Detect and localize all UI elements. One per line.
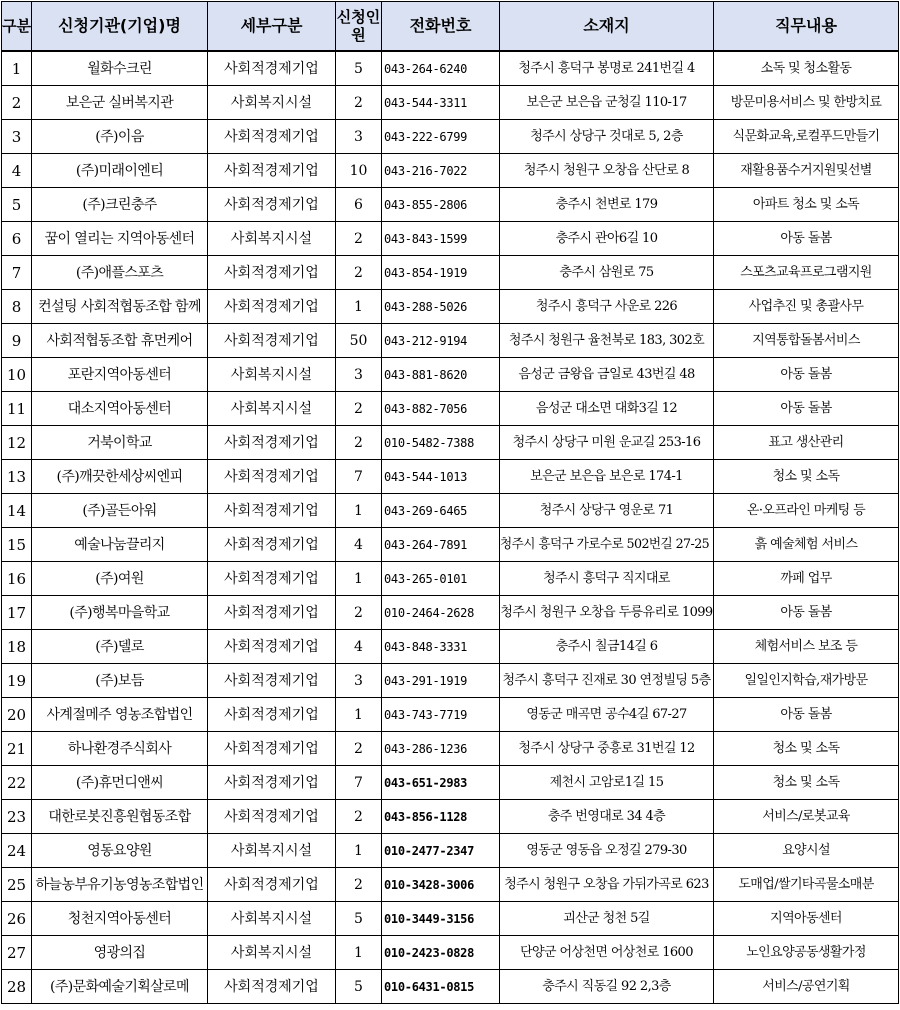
cell-phone: 010-5482-7388	[382, 426, 500, 460]
cell-org: 영동요양원	[32, 834, 208, 868]
cell-type: 사회적경제기업	[208, 868, 336, 902]
cell-addr: 청주시 청원구 오창읍 가뒤가곡로 623	[500, 868, 714, 902]
cell-no: 3	[2, 120, 32, 154]
cell-no: 13	[2, 460, 32, 494]
table-row	[2, 970, 899, 1004]
cell-no: 7	[2, 256, 32, 290]
cell-job: 도매업/쌀기타곡물소매분	[714, 868, 899, 902]
cell-type: 사회적경제기업	[208, 494, 336, 528]
table-row	[2, 800, 899, 834]
cell-type: 사회적경제기업	[208, 51, 336, 86]
cell-type: 사회적경제기업	[208, 732, 336, 766]
cell-addr: 청주시 흥덕구 진재로 30 연정빌딩 5층	[500, 664, 714, 698]
table-row	[2, 630, 899, 664]
cell-org: 사계절메주 영농조합법인	[32, 698, 208, 732]
table-row	[2, 154, 899, 188]
cell-org: 예술나눔끌리지	[32, 528, 208, 562]
cell-job: 지역통합돌봄서비스	[714, 324, 899, 358]
cell-type: 사회적경제기업	[208, 188, 336, 222]
table-row	[2, 86, 899, 120]
cell-no: 20	[2, 698, 32, 732]
cell-addr: 괴산군 청천 5길	[500, 902, 714, 936]
cell-count: 7	[336, 460, 382, 494]
cell-job: 일일인지학습,재가방문	[714, 664, 899, 698]
cell-type: 사회적경제기업	[208, 120, 336, 154]
cell-addr: 보은군 보은읍 군청길 110-17	[500, 86, 714, 120]
cell-org: (주)보듬	[32, 664, 208, 698]
cell-phone: 043-291-1919	[382, 664, 500, 698]
cell-job: 아파트 청소 및 소독	[714, 188, 899, 222]
cell-addr: 청주시 상당구 영운로 71	[500, 494, 714, 528]
cell-job: 표고 생산관리	[714, 426, 899, 460]
cell-no: 26	[2, 902, 32, 936]
cell-org: 보은군 실버복지관	[32, 86, 208, 120]
header-count: 신청인원	[336, 2, 382, 52]
cell-no: 18	[2, 630, 32, 664]
cell-type: 사회적경제기업	[208, 154, 336, 188]
cell-job: 소독 및 청소활동	[714, 51, 899, 86]
cell-type: 사회적경제기업	[208, 290, 336, 324]
table-row	[2, 290, 899, 324]
cell-count: 1	[336, 698, 382, 732]
cell-org: (주)크린충주	[32, 188, 208, 222]
cell-addr: 충주시 직동길 92 2,3층	[500, 970, 714, 1004]
cell-addr: 충주시 천변로 179	[500, 188, 714, 222]
cell-no: 1	[2, 51, 32, 86]
cell-count: 1	[336, 936, 382, 970]
header-no: 구분	[2, 2, 32, 52]
cell-no: 24	[2, 834, 32, 868]
cell-addr: 청주시 청원구 율천북로 183, 302호	[500, 324, 714, 358]
cell-job: 아동 돌봄	[714, 358, 899, 392]
cell-addr: 음성군 금왕읍 금일로 43번길 48	[500, 358, 714, 392]
table-row	[2, 426, 899, 460]
cell-count: 5	[336, 970, 382, 1004]
cell-no: 22	[2, 766, 32, 800]
cell-addr: 청주시 흥덕구 직지대로	[500, 562, 714, 596]
cell-org: 하늘농부유기농영농조합법인	[32, 868, 208, 902]
cell-type: 사회복지시설	[208, 936, 336, 970]
header-phone: 전화번호	[382, 2, 500, 52]
table-row	[2, 460, 899, 494]
cell-phone: 010-6431-0815	[382, 970, 500, 1004]
cell-no: 10	[2, 358, 32, 392]
cell-phone: 043-288-5026	[382, 290, 500, 324]
cell-addr: 영동군 매곡면 공수4길 67-27	[500, 698, 714, 732]
header-org: 신청기관(기업)명	[32, 2, 208, 52]
table-row	[2, 562, 899, 596]
cell-job: 아동 돌봄	[714, 698, 899, 732]
cell-type: 사회복지시설	[208, 358, 336, 392]
cell-type: 사회복지시설	[208, 392, 336, 426]
cell-no: 14	[2, 494, 32, 528]
cell-job: 아동 돌봄	[714, 222, 899, 256]
cell-no: 25	[2, 868, 32, 902]
applicant-table	[1, 1, 899, 1004]
cell-count: 2	[336, 256, 382, 290]
cell-addr: 영동군 영동읍 오정길 279-30	[500, 834, 714, 868]
cell-no: 2	[2, 86, 32, 120]
cell-addr: 청주시 상당구 중흥로 31번길 12	[500, 732, 714, 766]
table-row	[2, 664, 899, 698]
table-row	[2, 188, 899, 222]
cell-type: 사회적경제기업	[208, 528, 336, 562]
cell-count: 2	[336, 732, 382, 766]
cell-count: 3	[336, 664, 382, 698]
table-row	[2, 868, 899, 902]
cell-addr: 충주 번영대로 34 4층	[500, 800, 714, 834]
cell-phone: 043-855-2806	[382, 188, 500, 222]
cell-count: 2	[336, 868, 382, 902]
cell-no: 19	[2, 664, 32, 698]
cell-job: 방문미용서비스 및 한방치료	[714, 86, 899, 120]
table-row	[2, 51, 899, 86]
cell-addr: 청주시 상당구 것대로 5, 2층	[500, 120, 714, 154]
cell-org: (주)휴먼디앤씨	[32, 766, 208, 800]
cell-type: 사회적경제기업	[208, 596, 336, 630]
cell-count: 3	[336, 120, 382, 154]
cell-job: 아동 돌봄	[714, 392, 899, 426]
table-row	[2, 766, 899, 800]
header-addr: 소재지	[500, 2, 714, 52]
cell-type: 사회복지시설	[208, 86, 336, 120]
cell-no: 11	[2, 392, 32, 426]
cell-job: 재활용품수거지원및선별	[714, 154, 899, 188]
cell-type: 사회복지시설	[208, 902, 336, 936]
cell-no: 4	[2, 154, 32, 188]
cell-addr: 충주시 삼원로 75	[500, 256, 714, 290]
cell-count: 2	[336, 222, 382, 256]
cell-no: 8	[2, 290, 32, 324]
cell-org: (주)애플스포츠	[32, 256, 208, 290]
cell-phone: 010-3449-3156	[382, 902, 500, 936]
cell-count: 10	[336, 154, 382, 188]
cell-phone: 043-544-3311	[382, 86, 500, 120]
cell-type: 사회적경제기업	[208, 766, 336, 800]
cell-phone: 010-2477-2347	[382, 834, 500, 868]
cell-job: 아동 돌봄	[714, 596, 899, 630]
cell-no: 21	[2, 732, 32, 766]
table-row	[2, 120, 899, 154]
cell-addr: 청주시 상당구 미원 운교길 253-16	[500, 426, 714, 460]
cell-count: 1	[336, 834, 382, 868]
cell-phone: 043-264-7891	[382, 528, 500, 562]
cell-type: 사회복지시설	[208, 222, 336, 256]
cell-org: 월화수크린	[32, 51, 208, 86]
cell-count: 1	[336, 494, 382, 528]
table-row	[2, 358, 899, 392]
header-type: 세부구분	[208, 2, 336, 52]
cell-phone: 010-3428-3006	[382, 868, 500, 902]
table-row	[2, 222, 899, 256]
cell-job: 서비스/공연기획	[714, 970, 899, 1004]
cell-type: 사회적경제기업	[208, 664, 336, 698]
cell-count: 2	[336, 392, 382, 426]
cell-phone: 043-651-2983	[382, 766, 500, 800]
cell-no: 5	[2, 188, 32, 222]
cell-phone: 043-881-8620	[382, 358, 500, 392]
cell-count: 2	[336, 86, 382, 120]
cell-job: 온·오프라인 마케팅 등	[714, 494, 899, 528]
cell-count: 1	[336, 290, 382, 324]
cell-phone: 043-286-1236	[382, 732, 500, 766]
cell-no: 17	[2, 596, 32, 630]
cell-no: 28	[2, 970, 32, 1004]
cell-type: 사회적경제기업	[208, 426, 336, 460]
cell-addr: 보은군 보은읍 보은로 174-1	[500, 460, 714, 494]
cell-org: 영광의집	[32, 936, 208, 970]
cell-count: 1	[336, 562, 382, 596]
cell-org: (주)문화예술기획살로메	[32, 970, 208, 1004]
cell-type: 사회적경제기업	[208, 800, 336, 834]
cell-org: 사회적협동조합 휴먼케어	[32, 324, 208, 358]
cell-phone: 043-212-9194	[382, 324, 500, 358]
header-row	[2, 2, 899, 52]
table-row	[2, 392, 899, 426]
cell-count: 2	[336, 426, 382, 460]
cell-org: 포란지역아동센터	[32, 358, 208, 392]
cell-job: 청소 및 소독	[714, 460, 899, 494]
cell-type: 사회적경제기업	[208, 256, 336, 290]
cell-org: 대한로봇진흥원협동조합	[32, 800, 208, 834]
cell-count: 5	[336, 902, 382, 936]
cell-no: 16	[2, 562, 32, 596]
cell-phone: 043-264-6240	[382, 51, 500, 86]
cell-addr: 청주시 흥덕구 가로수로 502번길 27-25	[500, 528, 714, 562]
cell-count: 6	[336, 188, 382, 222]
table-row	[2, 324, 899, 358]
table-row	[2, 834, 899, 868]
cell-org: (주)깨끗한세상씨엔피	[32, 460, 208, 494]
cell-phone: 043-856-1128	[382, 800, 500, 834]
cell-count: 2	[336, 800, 382, 834]
cell-job: 청소 및 소독	[714, 732, 899, 766]
cell-no: 23	[2, 800, 32, 834]
cell-org: 거북이학교	[32, 426, 208, 460]
cell-count: 4	[336, 630, 382, 664]
cell-addr: 충주시 관아6길 10	[500, 222, 714, 256]
cell-org: (주)이음	[32, 120, 208, 154]
cell-addr: 단양군 어상천면 어상천로 1600	[500, 936, 714, 970]
cell-no: 6	[2, 222, 32, 256]
cell-job: 청소 및 소독	[714, 766, 899, 800]
cell-org: 하나환경주식회사	[32, 732, 208, 766]
header-job: 직무내용	[714, 2, 899, 52]
cell-org: (주)여원	[32, 562, 208, 596]
table-row	[2, 902, 899, 936]
cell-phone: 010-2423-0828	[382, 936, 500, 970]
cell-no: 12	[2, 426, 32, 460]
cell-no: 27	[2, 936, 32, 970]
table-row	[2, 494, 899, 528]
table-row	[2, 732, 899, 766]
cell-count: 3	[336, 358, 382, 392]
cell-org: 컨설팅 사회적협동조합 함께	[32, 290, 208, 324]
cell-count: 2	[336, 596, 382, 630]
cell-job: 식문화교육,로컬푸드만들기	[714, 120, 899, 154]
cell-org: (주)골든아워	[32, 494, 208, 528]
cell-job: 요양시설	[714, 834, 899, 868]
cell-phone: 043-854-1919	[382, 256, 500, 290]
cell-org: (주)행복마을학교	[32, 596, 208, 630]
cell-phone: 043-216-7022	[382, 154, 500, 188]
cell-no: 15	[2, 528, 32, 562]
cell-type: 사회적경제기업	[208, 698, 336, 732]
cell-job: 지역아동센터	[714, 902, 899, 936]
table-row	[2, 936, 899, 970]
cell-phone: 043-848-3331	[382, 630, 500, 664]
cell-addr: 충주시 칠금14길 6	[500, 630, 714, 664]
cell-job: 체험서비스 보조 등	[714, 630, 899, 664]
cell-count: 4	[336, 528, 382, 562]
cell-type: 사회적경제기업	[208, 324, 336, 358]
cell-phone: 043-265-0101	[382, 562, 500, 596]
cell-phone: 010-2464-2628	[382, 596, 500, 630]
table-row	[2, 698, 899, 732]
cell-job: 사업추진 및 총괄사무	[714, 290, 899, 324]
cell-no: 9	[2, 324, 32, 358]
cell-type: 사회적경제기업	[208, 562, 336, 596]
cell-job: 노인요양공동생활가정	[714, 936, 899, 970]
cell-org: (주)델로	[32, 630, 208, 664]
cell-addr: 청주시 흥덕구 봉명로 241번길 4	[500, 51, 714, 86]
cell-phone: 043-843-1599	[382, 222, 500, 256]
cell-phone: 043-269-6465	[382, 494, 500, 528]
cell-job: 까페 업무	[714, 562, 899, 596]
table-row	[2, 256, 899, 290]
cell-count: 5	[336, 51, 382, 86]
cell-addr: 청주시 청원구 오창읍 두릉유리로 1099	[500, 596, 714, 630]
cell-phone: 043-882-7056	[382, 392, 500, 426]
table-row	[2, 528, 899, 562]
cell-org: 꿈이 열리는 지역아동센터	[32, 222, 208, 256]
table-body	[2, 51, 899, 1004]
cell-count: 7	[336, 766, 382, 800]
cell-job: 스포츠교육프로그램지원	[714, 256, 899, 290]
cell-addr: 청주시 청원구 오창읍 산단로 8	[500, 154, 714, 188]
cell-addr: 음성군 대소면 대화3길 12	[500, 392, 714, 426]
cell-count: 50	[336, 324, 382, 358]
cell-type: 사회복지시설	[208, 834, 336, 868]
cell-addr: 제천시 고암로1길 15	[500, 766, 714, 800]
cell-job: 흙 예술체험 서비스	[714, 528, 899, 562]
cell-org: 청천지역아동센터	[32, 902, 208, 936]
cell-org: (주)미래이엔티	[32, 154, 208, 188]
cell-org: 대소지역아동센터	[32, 392, 208, 426]
cell-phone: 043-222-6799	[382, 120, 500, 154]
cell-type: 사회적경제기업	[208, 970, 336, 1004]
cell-addr: 청주시 흥덕구 사운로 226	[500, 290, 714, 324]
table-row	[2, 596, 899, 630]
cell-phone: 043-544-1013	[382, 460, 500, 494]
cell-type: 사회적경제기업	[208, 630, 336, 664]
cell-phone: 043-743-7719	[382, 698, 500, 732]
cell-job: 서비스/로봇교육	[714, 800, 899, 834]
cell-type: 사회적경제기업	[208, 460, 336, 494]
